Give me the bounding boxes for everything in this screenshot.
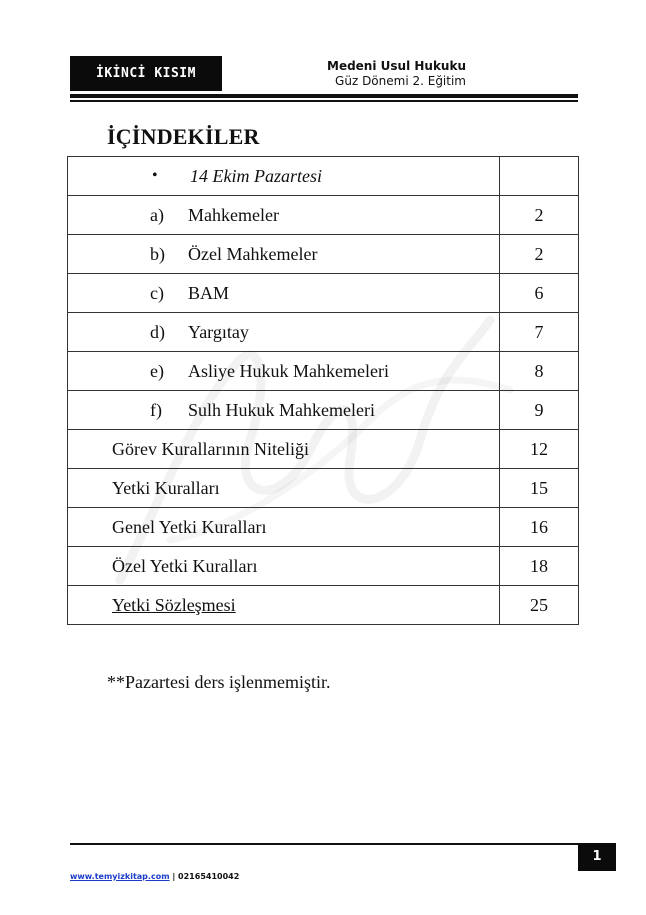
toc-entry-label: Sulh Hukuk Mahkemeleri	[188, 399, 375, 420]
toc-page-number: 6	[500, 274, 579, 313]
bullet-marker: •	[152, 167, 158, 184]
toc-page-number: 16	[500, 508, 579, 547]
toc-page-number: 25	[500, 586, 579, 625]
toc-row	[68, 508, 579, 547]
toc-entry	[68, 352, 500, 391]
toc-entry-label: Mahkemeler	[188, 204, 279, 225]
toc-entry-label: BAM	[188, 282, 230, 303]
toc-entry-label: Yargıtay	[188, 321, 249, 342]
toc-entry	[68, 391, 500, 430]
header-rule-thick	[70, 94, 578, 98]
toc-row	[68, 469, 579, 508]
toc-entry	[68, 157, 500, 196]
header-rule-thin	[70, 100, 578, 102]
toc-row	[68, 547, 579, 586]
list-marker: c)	[150, 282, 164, 303]
toc-row	[68, 235, 579, 274]
toc-page-number	[500, 157, 579, 196]
toc-entry-label: Görev Kurallarının Niteliği	[68, 430, 500, 469]
toc-entry	[68, 196, 500, 235]
phone-number: 02165410042	[178, 872, 240, 881]
toc-row	[68, 274, 579, 313]
course-header	[327, 58, 466, 89]
page-number: 1	[578, 843, 616, 871]
toc-entry-label: 14 Ekim Pazartesi	[190, 165, 322, 186]
list-marker: e)	[150, 360, 164, 381]
toc-row	[68, 196, 579, 235]
toc-page-number: 2	[500, 235, 579, 274]
toc-page-number: 12	[500, 430, 579, 469]
toc-row	[68, 313, 579, 352]
toc-table	[67, 156, 579, 625]
toc-entry-label: Yetki Kuralları	[68, 469, 500, 508]
course-subtitle: Güz Dönemi 2. Eğitim	[335, 74, 466, 88]
toc-entry	[68, 235, 500, 274]
toc-entry-label: Asliye Hukuk Mahkemeleri	[188, 360, 389, 381]
toc-page-number: 15	[500, 469, 579, 508]
footer-contact	[70, 872, 239, 881]
toc-page-number: 8	[500, 352, 579, 391]
course-title: Medeni Usul Hukuku	[327, 59, 466, 73]
footer-separator: |	[172, 872, 176, 881]
toc-title: İÇİNDEKİLER	[107, 124, 260, 149]
toc-entry	[68, 313, 500, 352]
note-text: **Pazartesi ders işlenmemiştir.	[107, 672, 331, 692]
toc-entry	[68, 274, 500, 313]
toc-row	[68, 586, 579, 625]
toc-page-number: 2	[500, 196, 579, 235]
toc-entry	[68, 586, 500, 625]
website-link[interactable]: www.temyizkitap.com	[70, 872, 170, 881]
section-label: İKİNCİ KISIM	[70, 56, 222, 91]
toc-entry-label: Genel Yetki Kuralları	[68, 508, 500, 547]
toc-page-number: 18	[500, 547, 579, 586]
toc-row	[68, 157, 579, 196]
toc-page-number: 7	[500, 313, 579, 352]
toc-entry-link[interactable]: Yetki Sözleşmesi	[112, 594, 236, 615]
list-marker: b)	[150, 243, 165, 264]
list-marker: f)	[150, 399, 162, 420]
toc-row	[68, 352, 579, 391]
toc-entry-label: Özel Mahkemeler	[188, 243, 318, 264]
toc-entry-label: Özel Yetki Kuralları	[68, 547, 500, 586]
toc-page-number: 9	[500, 391, 579, 430]
footer-rule	[70, 843, 578, 845]
toc-row	[68, 430, 579, 469]
list-marker: d)	[150, 321, 165, 342]
toc-row	[68, 391, 579, 430]
list-marker: a)	[150, 204, 164, 225]
